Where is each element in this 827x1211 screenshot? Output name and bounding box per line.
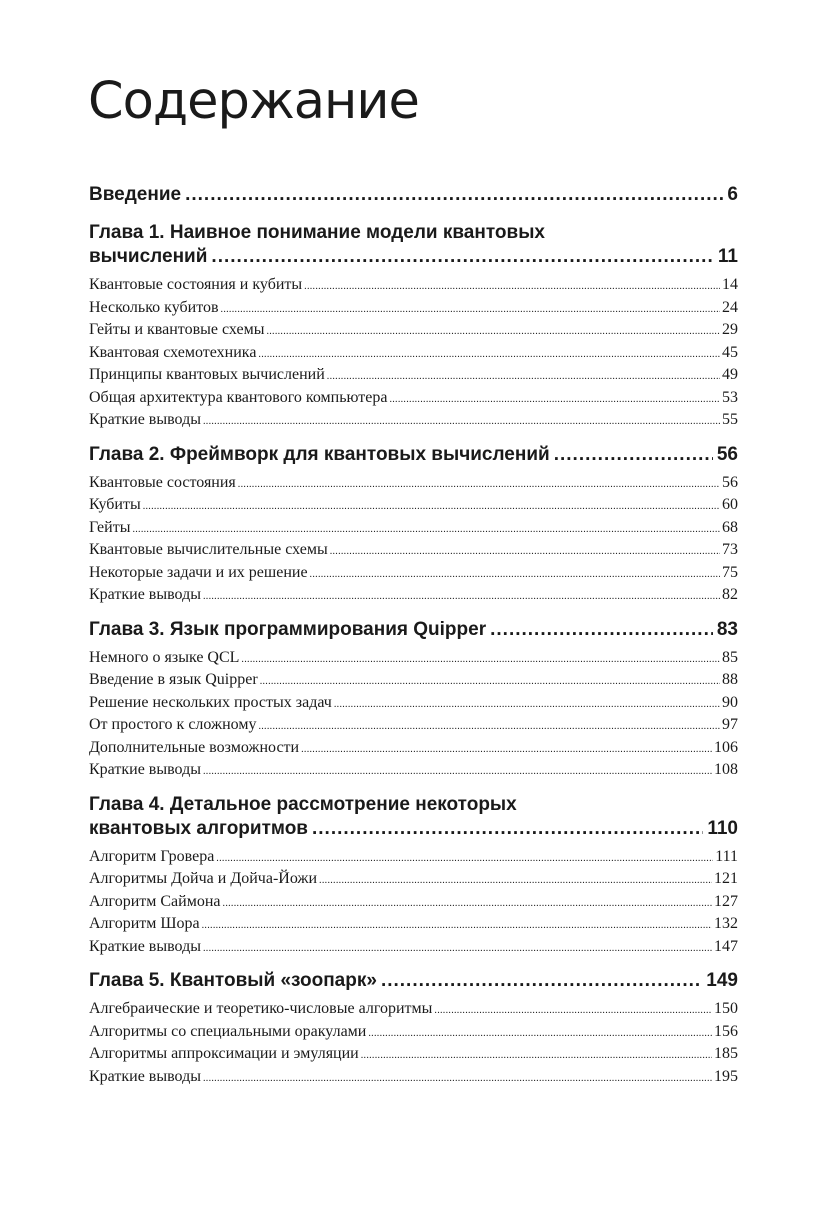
toc-section-list [89,846,738,959]
toc-chapter-entry[interactable] [89,817,738,841]
toc-section-entry[interactable] [89,891,738,914]
toc-intro [89,183,738,207]
toc-section-title: Несколько кубитов [89,298,219,316]
toc-section-title: Немного о языке QCL [89,648,240,666]
toc-section-title: Краткие выводы [89,937,201,955]
dot-leader [216,848,713,871]
dot-leader [381,969,702,993]
toc-section-title: Некоторые задачи и их решение [89,563,308,581]
toc-section-page: 56 [722,473,738,491]
toc-section-page: 24 [722,298,738,316]
toc-section-entry[interactable] [89,364,738,387]
dot-leader [203,586,720,609]
toc-section-title: Краткие выводы [89,761,201,778]
dot-leader [310,564,720,587]
toc-chapter-page: 83 [716,618,738,640]
toc-section-page: 150 [714,1000,738,1017]
toc-section-title: Квантовые состояния и кубиты [89,276,303,293]
toc-chapter-title: квантовых алгоритмов [89,817,308,839]
toc-section-title: Общая архитектура квантового компьютера [89,388,388,406]
toc-section-title: Краткие выводы [89,586,201,603]
toc-section-entry[interactable] [89,647,738,670]
toc-section-title: Алгоритм Саймона [89,892,221,910]
toc-section-entry[interactable] [89,714,738,737]
toc-section-entry[interactable] [89,539,738,562]
toc-section-page: 108 [714,761,738,778]
dot-leader [319,870,712,893]
toc-section-title: Квантовые вычислительные схемы [89,541,328,558]
dot-leader [266,321,720,344]
toc-section-entry[interactable] [89,297,738,320]
toc-section-entry[interactable] [89,913,738,936]
toc-section-entry[interactable] [89,936,738,959]
dot-leader [238,474,720,497]
toc-section-page: 53 [722,388,738,406]
toc-chapter-entry[interactable] [89,221,738,245]
toc-section-entry[interactable] [89,517,738,540]
toc-chapter-title: Глава 1. Наивное понимание модели квантовых [89,222,545,243]
toc-chapter-page: 110 [707,817,738,839]
toc-section-title: Введение в язык Quipper [89,671,258,688]
toc-section-title: Решение нескольких простых задач [89,693,332,711]
dot-leader [185,183,723,207]
dot-leader [143,496,720,519]
toc-section-page: 55 [722,411,738,428]
toc-chapter-title: Глава 5. Квантовый «зоопарк» [89,970,377,991]
dot-leader [258,716,720,739]
dot-leader [304,276,720,299]
toc-section-title: Дополнительные возможности [89,738,300,756]
toc-section-page: 88 [722,671,738,688]
toc-section-list [89,274,738,432]
toc-section-page: 60 [722,496,738,513]
toc-section-title: Краткие выводы [89,411,201,428]
toc-section-entry[interactable] [89,759,738,782]
toc-section-page: 73 [722,541,738,558]
toc-section-page: 132 [714,915,738,932]
toc-section-entry[interactable] [89,1066,738,1089]
toc-section-entry[interactable] [89,409,738,432]
toc-section-page: 82 [722,586,738,603]
toc-section-list [89,647,738,782]
toc-chapter-entry[interactable] [89,443,738,467]
toc-section-page: 75 [722,563,738,581]
toc-section-list [89,472,738,607]
toc-section-page: 127 [714,892,738,910]
dot-leader [490,618,713,642]
toc-section-title: Кубиты [89,496,141,513]
toc-chapter-4 [89,793,738,959]
toc-section-title: Квантовые состояния [89,473,236,491]
toc-section-entry[interactable] [89,387,738,410]
dot-leader [330,541,720,564]
toc-section-title: От простого к сложному [89,716,257,733]
toc-section-entry[interactable] [89,692,738,715]
dot-leader [258,344,720,367]
dot-leader [203,938,712,961]
dot-leader [221,299,720,322]
table-of-contents [89,183,738,1099]
toc-chapter-entry[interactable] [89,245,738,269]
toc-section-title: Алгоритмы аппроксимации и эмуляции [89,1045,359,1062]
toc-chapter-title: Глава 2. Фреймворк для квантовых вычислений [89,443,550,465]
toc-chapter-3 [89,618,738,782]
dot-leader [554,443,713,467]
toc-section-page: 45 [722,343,738,361]
toc-section-title: Алгебраические и теоретико-числовые алгоритмы [89,1000,433,1017]
toc-section-title: Алгоритмы со специальными оракулами [89,1022,367,1040]
toc-section-page: 14 [722,276,738,293]
toc-section-page: 97 [722,716,738,733]
toc-section-entry[interactable] [89,494,738,517]
toc-chapter-entry[interactable] [89,969,738,993]
dot-leader [202,915,712,938]
toc-chapter-page: 56 [716,443,738,465]
toc-chapter-title: Глава 3. Язык программирования Quipper [89,618,487,640]
toc-section-title: Принципы квантовых вычислений [89,366,325,383]
dot-leader [389,389,720,412]
toc-section-entry[interactable] [89,472,738,495]
toc-section-page: 90 [722,693,738,711]
toc-section-page: 121 [714,870,738,887]
toc-section-title: Краткие выводы [89,1067,201,1085]
toc-section-entry[interactable] [89,1021,738,1044]
toc-section-page: 106 [714,738,738,756]
toc-section-entry[interactable] [89,584,738,607]
toc-section-page: 156 [714,1022,738,1040]
toc-section-page: 49 [722,366,738,383]
toc-section-page: 195 [714,1067,738,1085]
toc-chapter-2 [89,443,738,607]
toc-chapter-title: Введение [89,184,182,205]
dot-leader [203,1068,712,1091]
toc-chapter-5 [89,969,738,1088]
toc-chapter-entry[interactable] [89,183,738,207]
toc-section-page: 185 [714,1045,738,1062]
toc-section-entry[interactable] [89,868,738,891]
dot-leader [434,1000,712,1023]
toc-section-entry[interactable] [89,319,738,342]
dot-leader [211,245,713,269]
toc-section-entry[interactable] [89,562,738,585]
toc-section-entry[interactable] [89,998,738,1021]
toc-section-list [89,998,738,1088]
toc-section-title: Гейты [89,518,131,536]
toc-chapter-title: Глава 4. Детальное рассмотрение некоторых [89,793,517,815]
toc-chapter-title: вычислений [89,246,208,267]
toc-section-page: 147 [714,937,738,955]
dot-leader [203,761,712,784]
toc-section-page: 68 [722,518,738,536]
dot-leader [203,411,720,434]
dot-leader [301,739,712,762]
dot-leader [361,1045,712,1068]
dot-leader [312,817,703,841]
dot-leader [241,649,720,672]
toc-chapter-page: 11 [717,246,738,267]
toc-section-page: 29 [722,321,738,338]
dot-leader [260,671,720,694]
toc-chapter-1 [89,221,738,432]
dot-leader [223,893,712,916]
toc-section-title: Алгоритм Гровера [89,847,215,865]
dot-leader [327,366,720,389]
toc-section-entry[interactable] [89,669,738,692]
toc-section-page: 111 [715,847,738,865]
toc-section-title: Гейты и квантовые схемы [89,321,265,338]
toc-section-title: Алгоритмы Дойча и Дойча-Йожи [89,870,318,887]
toc-section-entry[interactable] [89,846,738,869]
dot-leader [368,1023,712,1046]
toc-section-entry[interactable] [89,1043,738,1066]
toc-section-entry[interactable] [89,737,738,760]
toc-section-entry[interactable] [89,274,738,297]
toc-chapter-page: 6 [727,184,738,205]
toc-section-page: 85 [722,648,738,666]
page-title: Содержание [88,72,419,131]
toc-chapter-entry[interactable] [89,793,738,817]
toc-section-entry[interactable] [89,342,738,365]
dot-leader [334,694,720,717]
toc-section-title: Квантовая схемотехника [89,343,257,361]
toc-section-title: Алгоритм Шора [89,915,200,932]
toc-chapter-page: 149 [706,970,738,991]
toc-chapter-entry[interactable] [89,618,738,642]
dot-leader [132,519,720,542]
